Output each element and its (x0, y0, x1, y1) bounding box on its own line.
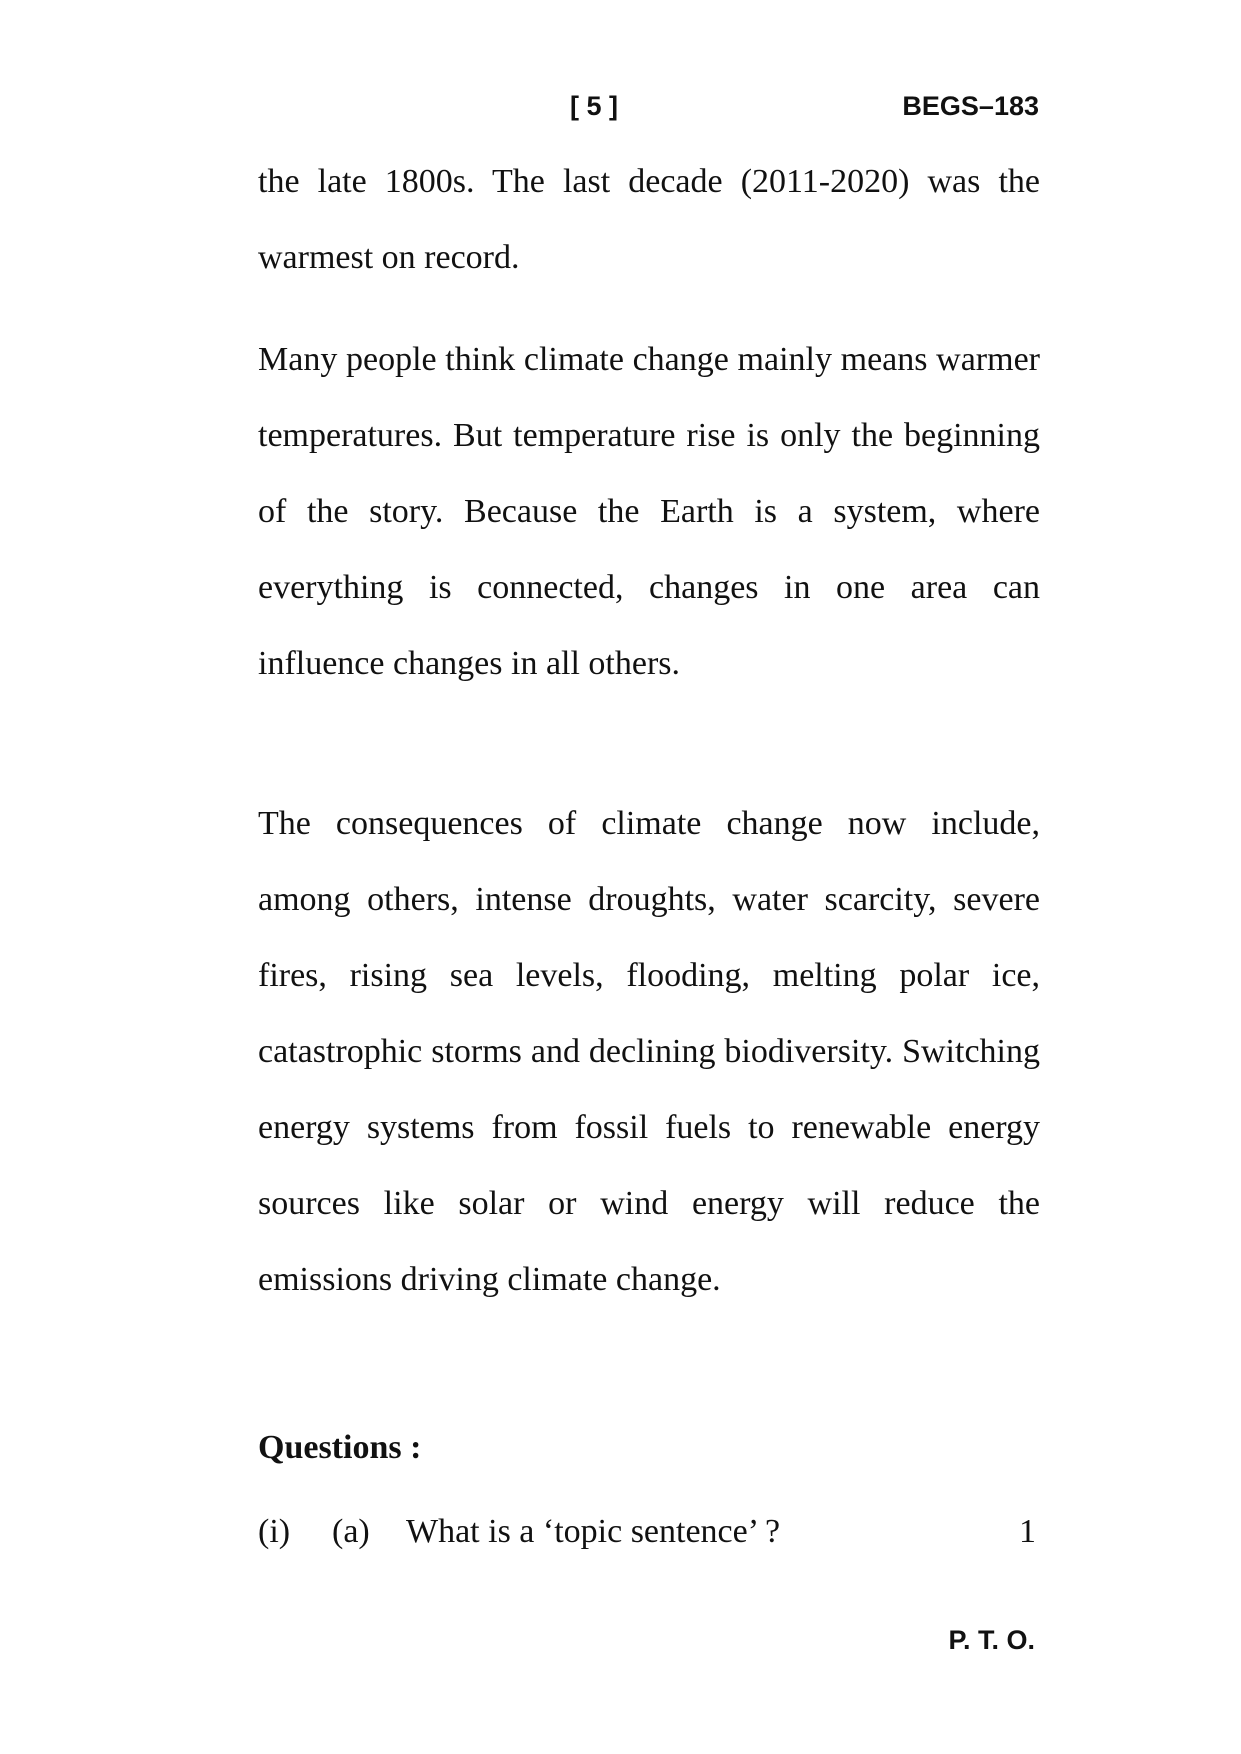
passage-paragraph: Many people think climate change mainly means warmer temperatures. But temperature rise is only the beginning of the story. Because the Earth is a system, where everything is connected, changes in one area can influence changes in all others. (258, 341, 1040, 682)
page-number: [ 5 ] (570, 91, 619, 121)
passage-paragraph: The consequences of climate change now include, among others, intense droughts, water scarcity, severe fires, rising sea levels, flooding, melting polar ice, catastrophic storms and declining biodiversity. Switching energy systems from fossil fuels to renewable energy sources like solar or wind energy will reduce the emissions driving climate change. (258, 805, 1040, 1298)
question-item (258, 1502, 1040, 1562)
pto-label: P. T. O. (948, 1625, 1035, 1655)
passage-paragraph: the late 1800s. The last decade (2011-2020) was the warmest on record. (258, 163, 1040, 276)
paper-code: BEGS–183 (902, 91, 1039, 121)
question-number: (i) (258, 1513, 291, 1550)
question-marks: 1 (1019, 1513, 1036, 1550)
questions-heading: Questions : (258, 1429, 422, 1466)
question-text: What is a ‘topic sentence’ ? (406, 1513, 781, 1550)
question-subpart: (a) (332, 1513, 370, 1550)
